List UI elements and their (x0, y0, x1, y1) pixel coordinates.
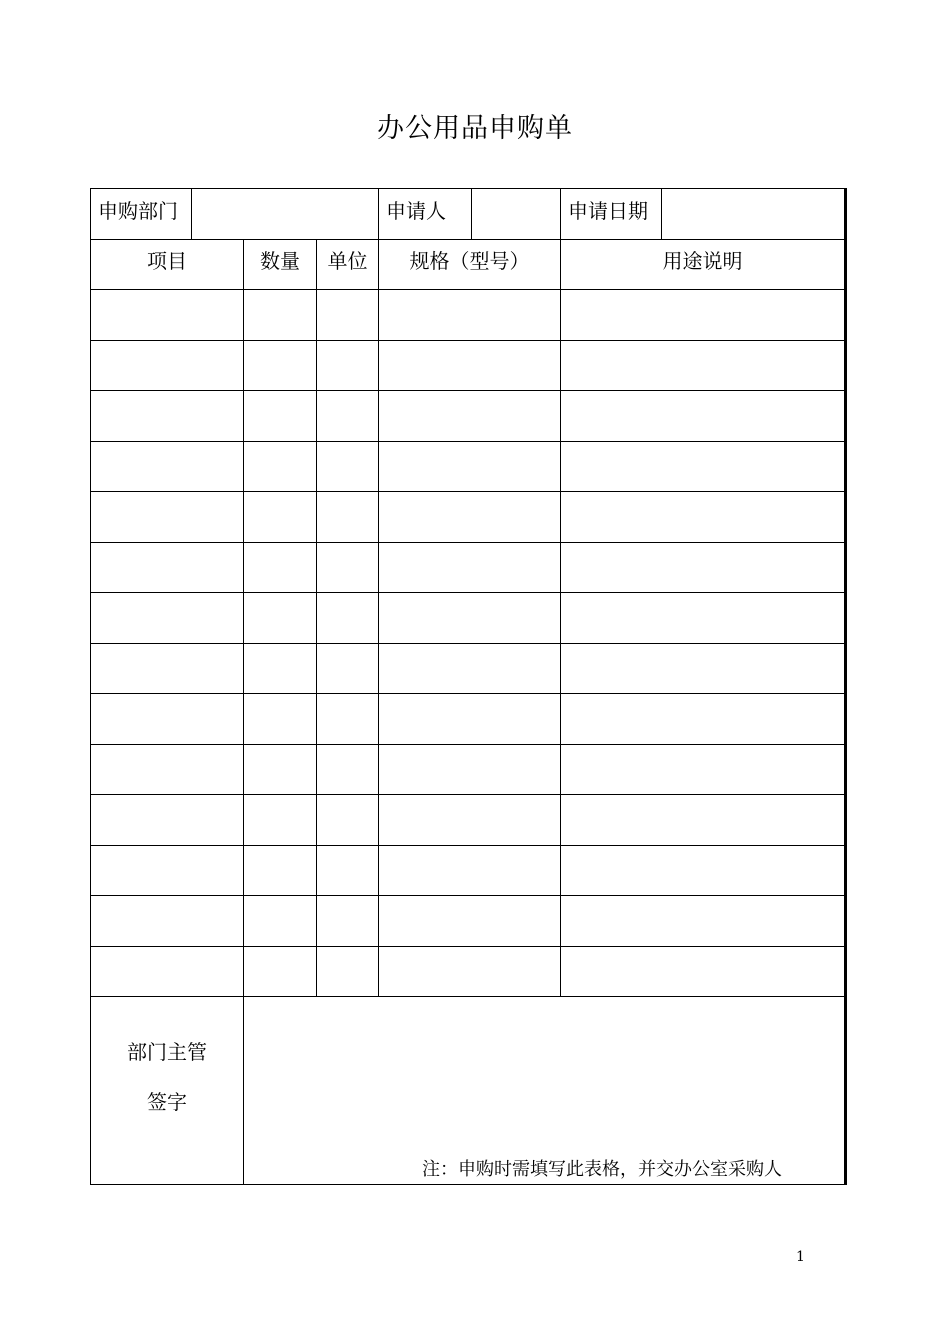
department-label: 申购部门 (91, 189, 192, 240)
item-cell[interactable] (91, 896, 244, 947)
quantity-cell[interactable] (244, 441, 317, 492)
purpose-cell[interactable] (561, 391, 846, 442)
column-header-item: 项目 (91, 240, 244, 290)
spec-cell[interactable] (379, 290, 561, 341)
unit-cell[interactable] (317, 290, 379, 341)
unit-cell[interactable] (317, 391, 379, 442)
page-number: 1 (796, 1249, 805, 1265)
quantity-cell[interactable] (244, 542, 317, 593)
item-cell[interactable] (91, 391, 244, 442)
unit-cell[interactable] (317, 694, 379, 745)
purpose-cell[interactable] (561, 290, 846, 341)
column-header-quantity: 数量 (244, 240, 317, 290)
item-cell[interactable] (91, 744, 244, 795)
item-cell[interactable] (91, 643, 244, 694)
quantity-cell[interactable] (244, 340, 317, 391)
item-cell[interactable] (91, 441, 244, 492)
unit-cell[interactable] (317, 593, 379, 644)
column-header-spec: 规格（型号） (379, 240, 561, 290)
item-cell[interactable] (91, 845, 244, 896)
purpose-cell[interactable] (561, 441, 846, 492)
purpose-cell[interactable] (561, 896, 846, 947)
quantity-cell[interactable] (244, 593, 317, 644)
purpose-cell[interactable] (561, 845, 846, 896)
quantity-cell[interactable] (244, 795, 317, 846)
item-cell[interactable] (91, 290, 244, 341)
quantity-cell[interactable] (244, 290, 317, 341)
spec-cell[interactable] (379, 694, 561, 745)
unit-cell[interactable] (317, 492, 379, 543)
quantity-cell[interactable] (244, 492, 317, 543)
applicant-field[interactable] (472, 189, 561, 240)
unit-cell[interactable] (317, 896, 379, 947)
item-cell[interactable] (91, 542, 244, 593)
spec-cell[interactable] (379, 946, 561, 997)
table-row (91, 643, 846, 694)
item-cell[interactable] (91, 694, 244, 745)
purpose-cell[interactable] (561, 795, 846, 846)
purchase-request-form (90, 188, 847, 1185)
unit-cell[interactable] (317, 946, 379, 997)
spec-cell[interactable] (379, 643, 561, 694)
quantity-cell[interactable] (244, 896, 317, 947)
table-row (91, 593, 846, 644)
column-header-unit: 单位 (317, 240, 379, 290)
purpose-cell[interactable] (561, 643, 846, 694)
signature-label-line2: 签字 (147, 1090, 187, 1114)
spec-cell[interactable] (379, 441, 561, 492)
table-row (91, 492, 846, 543)
spec-cell[interactable] (379, 542, 561, 593)
unit-cell[interactable] (317, 795, 379, 846)
table-row (91, 896, 846, 947)
unit-cell[interactable] (317, 744, 379, 795)
column-header-purpose: 用途说明 (561, 240, 846, 290)
unit-cell[interactable] (317, 845, 379, 896)
table-row (91, 542, 846, 593)
purpose-cell[interactable] (561, 593, 846, 644)
item-cell[interactable] (91, 946, 244, 997)
purpose-cell[interactable] (561, 744, 846, 795)
item-cell[interactable] (91, 593, 244, 644)
spec-cell[interactable] (379, 845, 561, 896)
purpose-cell[interactable] (561, 492, 846, 543)
spec-cell[interactable] (379, 593, 561, 644)
quantity-cell[interactable] (244, 744, 317, 795)
date-label: 申请日期 (561, 189, 662, 240)
spec-cell[interactable] (379, 795, 561, 846)
table-row (91, 845, 846, 896)
quantity-cell[interactable] (244, 694, 317, 745)
info-row (91, 189, 846, 240)
signature-label (91, 997, 244, 1185)
quantity-cell[interactable] (244, 845, 317, 896)
unit-cell[interactable] (317, 643, 379, 694)
applicant-label: 申请人 (379, 189, 472, 240)
table-row (91, 290, 846, 341)
quantity-cell[interactable] (244, 391, 317, 442)
unit-cell[interactable] (317, 441, 379, 492)
table-row (91, 946, 846, 997)
quantity-cell[interactable] (244, 643, 317, 694)
quantity-cell[interactable] (244, 946, 317, 997)
footnote: 注：申购时需填写此表格，并交办公室采购人 (422, 1159, 782, 1180)
spec-cell[interactable] (379, 391, 561, 442)
department-field[interactable] (192, 189, 379, 240)
spec-cell[interactable] (379, 492, 561, 543)
item-cell[interactable] (91, 795, 244, 846)
table-row (91, 391, 846, 442)
item-cell[interactable] (91, 492, 244, 543)
purpose-cell[interactable] (561, 340, 846, 391)
table-row (91, 340, 846, 391)
column-header-row (91, 240, 846, 290)
table-row (91, 744, 846, 795)
unit-cell[interactable] (317, 542, 379, 593)
unit-cell[interactable] (317, 340, 379, 391)
purpose-cell[interactable] (561, 542, 846, 593)
table-row (91, 694, 846, 745)
item-cell[interactable] (91, 340, 244, 391)
spec-cell[interactable] (379, 896, 561, 947)
page-title: 办公用品申购单 (377, 113, 573, 144)
spec-cell[interactable] (379, 340, 561, 391)
signature-label-line1: 部门主管 (127, 1040, 207, 1064)
purpose-cell[interactable] (561, 946, 846, 997)
table-row (91, 795, 846, 846)
date-field[interactable] (662, 189, 846, 240)
table-row (91, 441, 846, 492)
spec-cell[interactable] (379, 744, 561, 795)
purpose-cell[interactable] (561, 694, 846, 745)
